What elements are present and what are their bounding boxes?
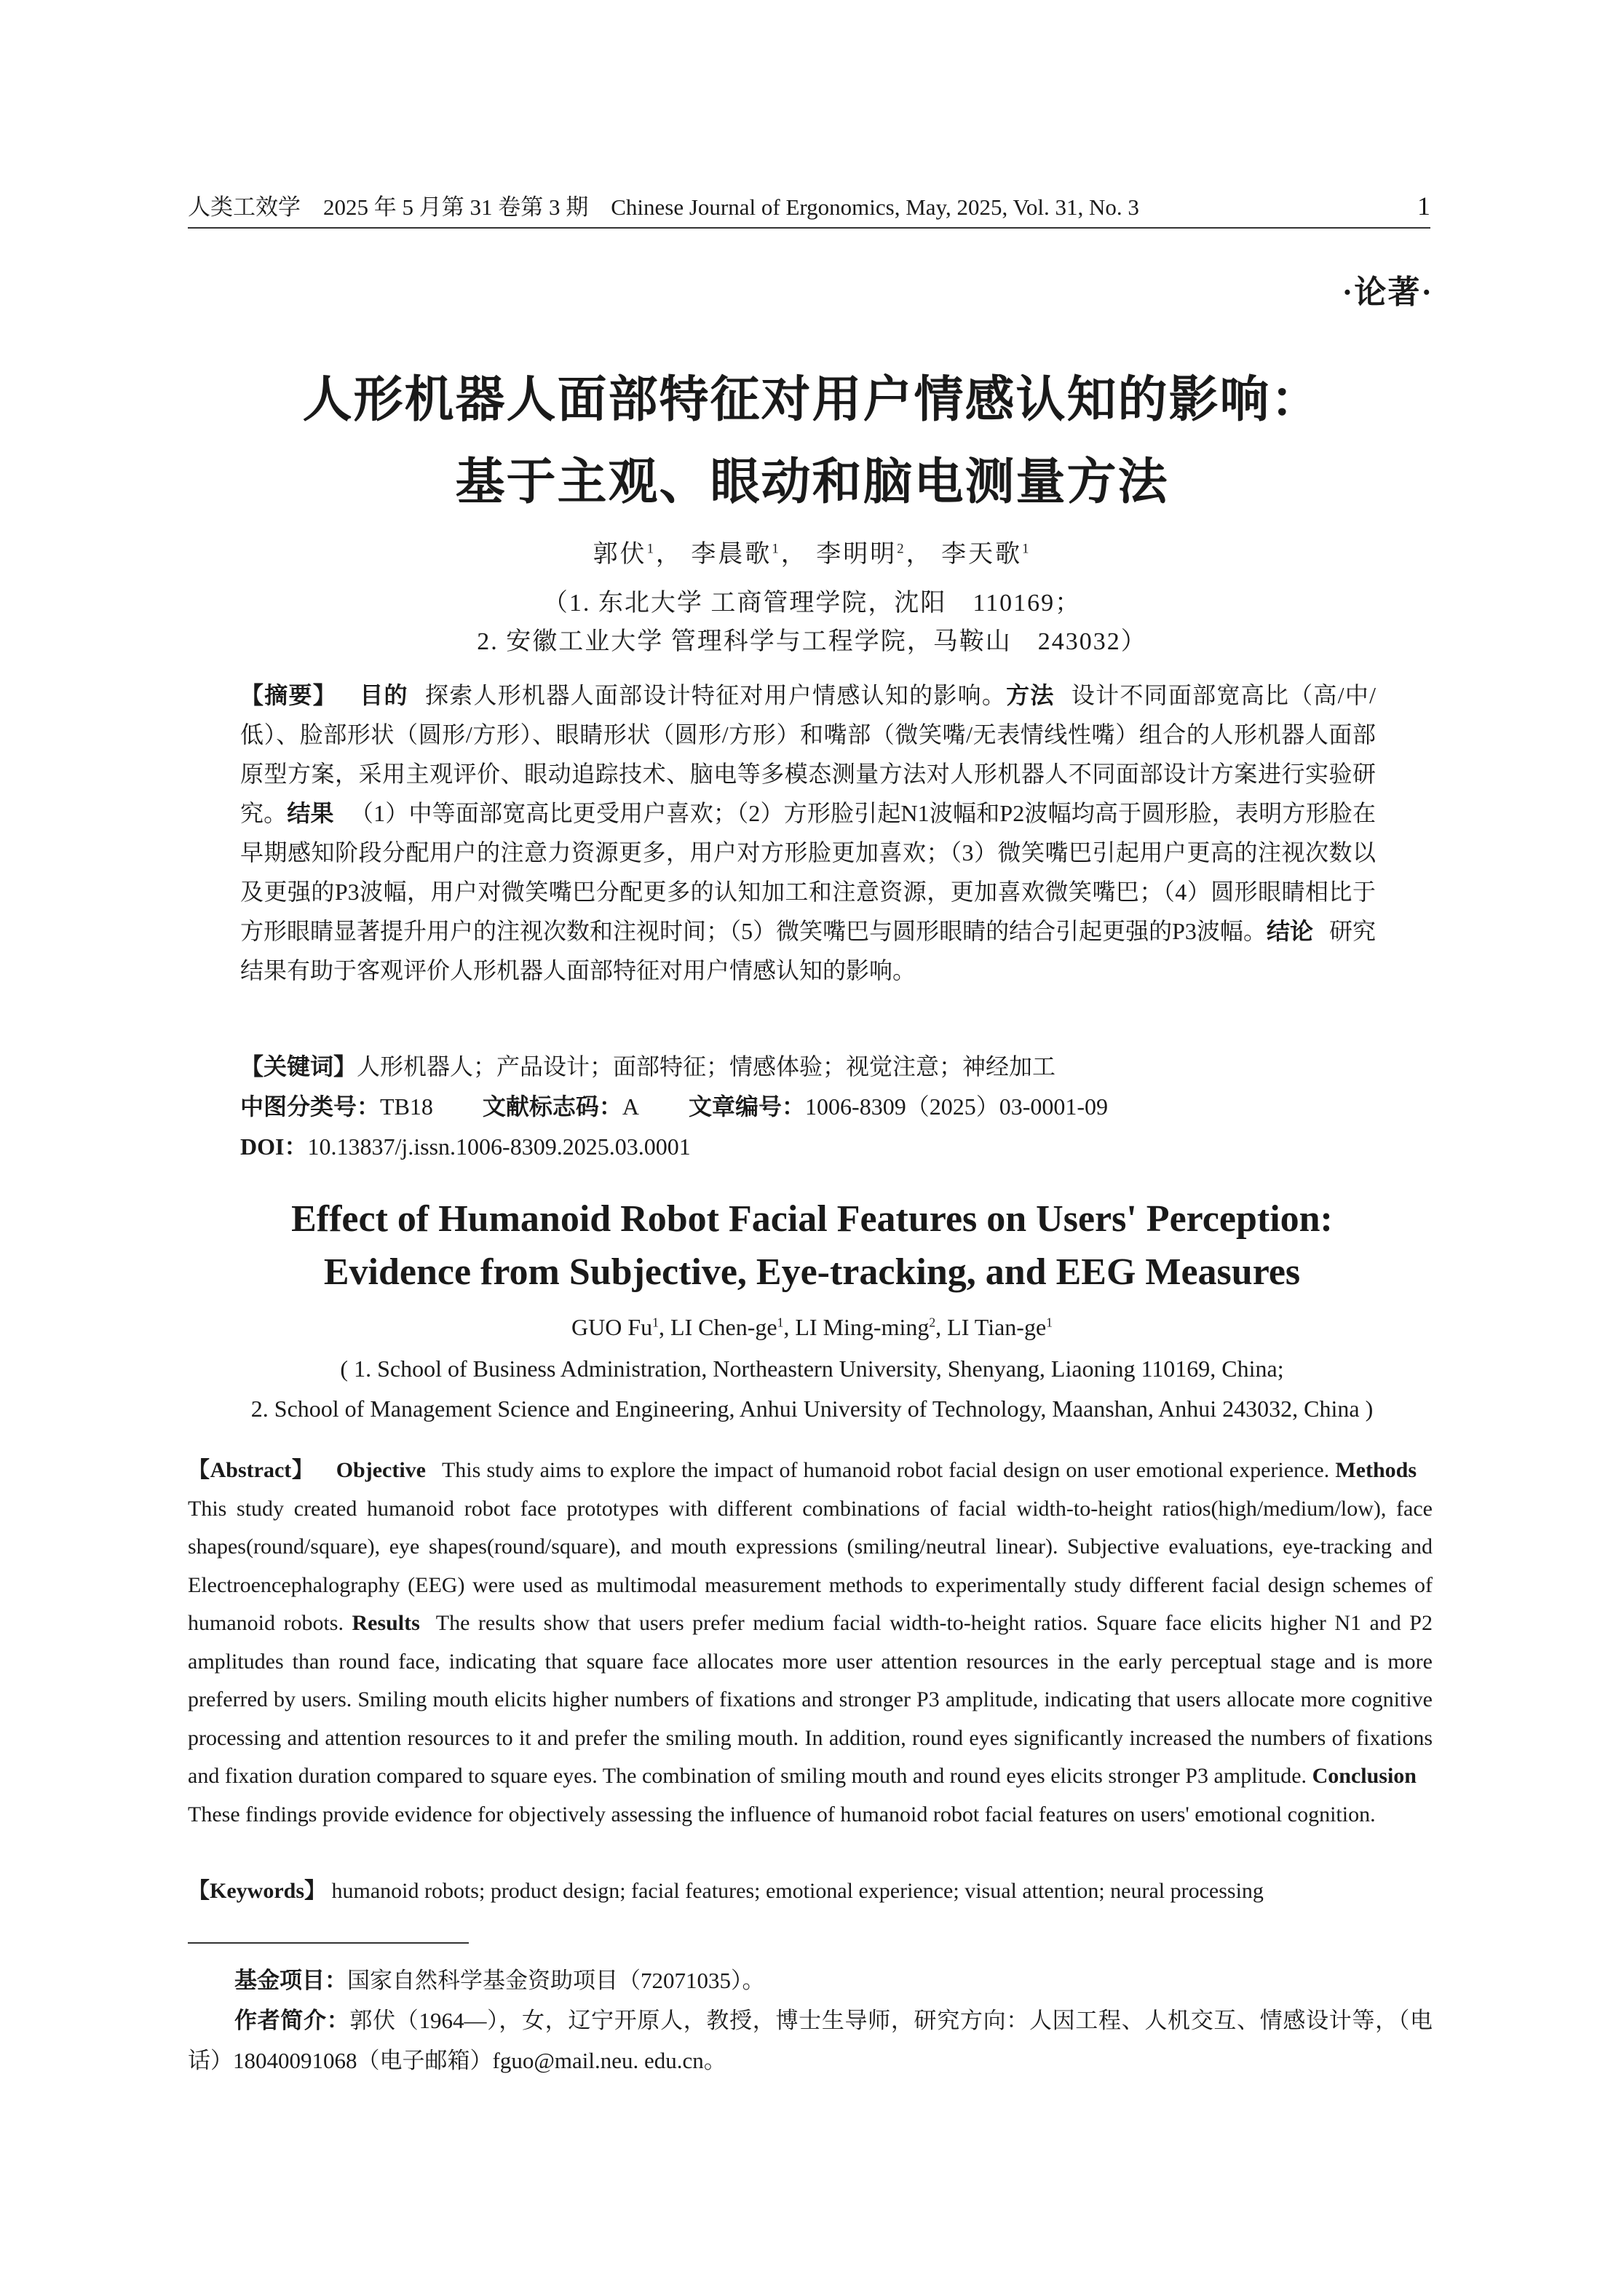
en-affiliation-2: 2. School of Management Science and Engineering, Anhui University of Technology, Maanshan, Anhui 243032, China ) — [250, 1396, 1374, 1422]
doc-code-label: 文献标志码： — [482, 1093, 622, 1120]
author: LI Chen-ge — [670, 1314, 777, 1340]
en-keywords — [188, 1872, 1433, 1911]
methods-text: 设计不同面部宽高比（高/中/低）、脸部形状（圆形/方形）、眼睛形状（圆形/方形）和嘴部（微笑嘴/无表情线性嘴）组合的人形机器人面部原型方案，采用主观评价、眼动追踪技术、脑电等多模态测量方法对人形机器人不同面部设计方案进行实验研究。 — [240, 682, 1376, 826]
clc-value: TB18 — [380, 1093, 433, 1120]
objective-label: Objective — [336, 1458, 426, 1482]
journal-info: 人类工效学 2025 年 5 月第 31 卷第 3 期 Chinese Journal of Ergonomics, May, 2025, Vol. 31, No. 3 — [188, 194, 1139, 220]
keywords-label: 【关键词】 — [240, 1053, 357, 1080]
conclusion-text: 研究结果有助于客观评价人形机器人面部特征对用户情感认知的影响。 — [240, 918, 1376, 983]
doi-value[interactable]: 10.13837/j.issn.1006-8309.2025.03.0001 — [307, 1133, 691, 1160]
section-label: ·论著· — [1342, 274, 1433, 310]
results-label: Results — [352, 1611, 420, 1635]
keywords-text: humanoid robots; product design; facial features; emotional experience; visual attention; neural processing — [331, 1879, 1264, 1903]
cn-title-line2: 基于主观、眼动和脑电测量方法 — [455, 454, 1169, 510]
conclusion-text: These findings provide evidence for objectively assessing the influence of humanoid robot facial features on users' emotional cognition. — [188, 1802, 1376, 1826]
cn-keywords — [240, 1048, 1055, 1082]
author: 郭伏 — [593, 541, 647, 568]
en-affiliation-1: ( 1. School of Business Administration, Northeastern University, Shenyang, Liaoning 110169, China; — [340, 1355, 1284, 1382]
objective-text: This study aims to explore the impact of humanoid robot facial design on user emotional experience. — [441, 1458, 1330, 1482]
en-title-line1: Effect of Humanoid Robot Facial Features on Users' Perception: — [291, 1198, 1333, 1240]
classification-line — [240, 1088, 1108, 1122]
author-affiliation-mark: 1 — [777, 1315, 784, 1330]
author: LI Ming-ming — [795, 1314, 930, 1340]
running-header — [188, 191, 1430, 229]
keywords-text: 人形机器人；产品设计；面部特征；情感体验；视觉注意；神经加工 — [357, 1053, 1056, 1080]
author-affiliation-mark: 1 — [772, 541, 781, 557]
en-title-line2: Evidence from Subjective, Eye-tracking, and EEG Measures — [323, 1251, 1301, 1293]
methods-label: 方法 — [1006, 682, 1055, 708]
results-label: 结果 — [287, 800, 334, 826]
article-no-label: 文章编号： — [689, 1093, 806, 1120]
author: LI Tian-ge — [947, 1314, 1047, 1340]
results-text: The results show that users prefer medium facial width-to-height ratios. Square face elicits higher N1 and P2 amplitudes than round face, indicating that square face allocates more user attention resources in the early perceptual stage and is more preferred by users. Smiling mouth elicits higher numbers of fixations and stronger P3 amplitude, indicating that users allocate more cognitive processing and attention resources to it and prefer the smiling mouth. In addition, round eyes significantly increased the numbers of fixations and fixation duration compared to square eyes. The combination of smiling mouth and round eyes elicits stronger P3 amplitude. — [188, 1611, 1433, 1788]
author: 李天歌 — [941, 541, 1023, 568]
conclusion-label: 结论 — [1266, 918, 1313, 944]
article-no-value: 1006-8309（2025）03-0001-09 — [805, 1093, 1109, 1120]
author: 李晨歌 — [691, 541, 772, 568]
keywords-label: 【Keywords】 — [188, 1879, 326, 1903]
author-bio-text: 郭伏（1964—），女，辽宁开原人，教授，博士生导师，研究方向：人因工程、人机交互、情感设计等，（电话）18040091068（电子邮箱）fguo@mail.neu. edu.cn。 — [188, 2008, 1433, 2073]
results-text: （1）中等面部宽高比更受用户喜欢；（2）方形脸引起N1波幅和P2波幅均高于圆形脸，表明方形脸在早期感知阶段分配用户的注意力资源更多，用户对方形脸更加喜欢；（3）微笑嘴巴引起用户更高的注视次数以及更强的P3波幅，用户对微笑嘴巴分配更多的认知加工和注意资源，更加喜欢微笑嘴巴；（4）圆形眼睛相比于方形眼睛显著提升用户的注视次数和注视时间；（5）微笑嘴巴与圆形眼睛的结合引起更强的P3波幅。 — [240, 800, 1376, 944]
fund-label: 基金项目： — [234, 1968, 347, 1993]
doc-code-value: A — [622, 1093, 640, 1120]
page-number: 1 — [1417, 191, 1430, 221]
footnote-divider — [188, 1942, 469, 1944]
author-affiliation-mark: 1 — [1046, 1315, 1053, 1330]
abstract-label: 【Abstract】 — [188, 1458, 314, 1482]
en-abstract — [188, 1452, 1433, 1834]
author: 李明明 — [816, 541, 898, 568]
footnote-fund — [188, 1960, 1433, 2000]
fund-text: 国家自然科学基金资助项目（72071035）。 — [347, 1968, 765, 1993]
author-affiliation-mark: 2 — [897, 541, 906, 557]
methods-text: This study created humanoid robot face prototypes with different combinations of facial width-to-height ratios(high/medium/low), face shapes(round/square), eye shapes(round/square), and mouth expressions (smiling/neutral linear). Subjective evaluations, eye-tracking and Electroencephalography (EEG) were used as multimodal measurement methods to experimentally study different facial design schemes of humanoid robots. — [188, 1496, 1433, 1635]
cn-affiliation-1: （1. 东北大学 工商管理学院，沈阳 110169； — [542, 590, 1082, 617]
author-affiliation-mark: 1 — [646, 541, 656, 557]
author-affiliation-mark: 1 — [1022, 541, 1031, 557]
conclusion-label: Conclusion — [1312, 1764, 1417, 1788]
abstract-label: 【摘要】 — [240, 682, 338, 708]
methods-label: Methods — [1335, 1458, 1417, 1482]
footnote-author — [188, 2000, 1433, 2081]
cn-affiliation-2: 2. 安徽工业大学 管理科学与工程学院，马鞍山 243032） — [477, 628, 1147, 655]
doi-label: DOI： — [240, 1133, 308, 1160]
cn-authors: 郭伏$^1$， 李晨歌$^1$， 李明明$^2$， 李天歌$^1$ — [593, 541, 1031, 568]
author-bio-label: 作者简介： — [234, 2008, 350, 2033]
cn-abstract — [240, 676, 1376, 990]
objective-text: 探索人形机器人面部设计特征对用户情感认知的影响。 — [424, 682, 1007, 708]
objective-label: 目的 — [360, 682, 408, 708]
author: GUO Fu — [571, 1314, 653, 1340]
clc-label: 中图分类号： — [240, 1093, 381, 1120]
en-authors: GUO Fu$^1$, LI Chen-$ge^1$, LI Ming-ming$^2$, LI Tian-$ge^1$ — [571, 1314, 1053, 1340]
author-affiliation-mark: 2 — [929, 1315, 936, 1330]
author-affiliation-mark: 1 — [652, 1315, 659, 1330]
cn-title-line1: 人形机器人面部特征对用户情感认知的影响： — [302, 372, 1322, 427]
doi-line — [240, 1128, 691, 1162]
